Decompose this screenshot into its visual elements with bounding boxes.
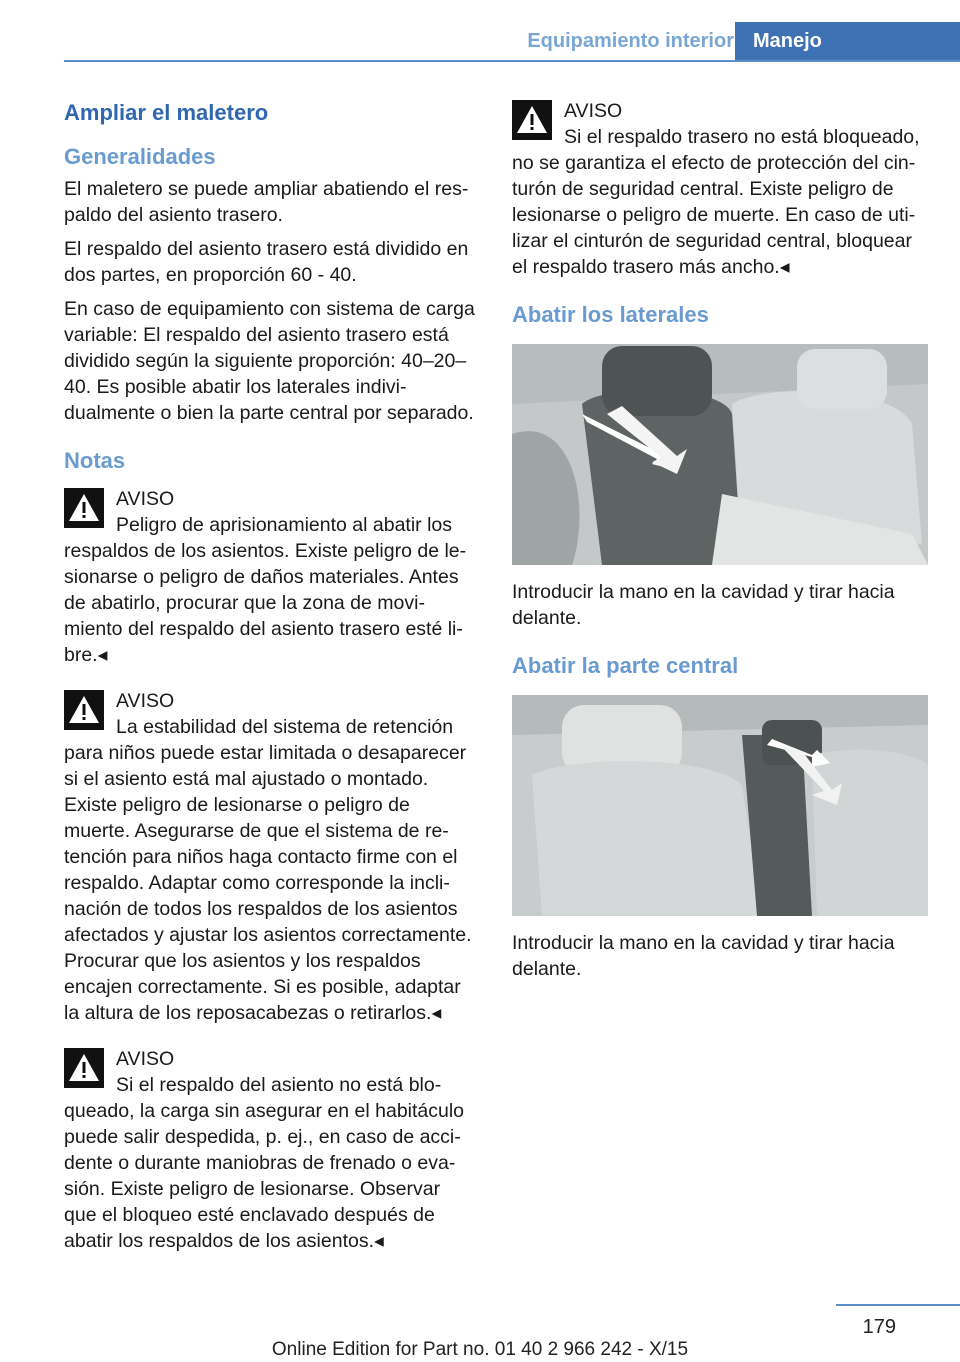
warning-text: Si el respaldo del asiento no está bloqueado, la carga sin asegurar en el habitáculo puede salir despedida, p. ej., en caso de accidente o durante maniobras de frenado o evasión. Existe peligro de lesionarse. Observar que el bloqueo esté enclavado después de abatir los respaldos de los asientos.◂ — [64, 1074, 465, 1252]
paragraph: El maletero se puede ampliar abatiendo el respaldo del asiento trasero. — [64, 178, 469, 226]
header-rule — [64, 60, 960, 62]
warning-text: La estabilidad del sistema de retención para niños puede estar limitada o desaparecer si el asiento está mal ajustado o montado. Existe peligro de lesionarse o peligro de muerte. Asegurarse de que el sistema de retención para niños haga contacto firme con el respaldo. Adaptar como corresponde la inclinación de todos los respaldos de los asientos afectados y ajustar los asientos correctamente. Procurar que los asientos y los respaldos encajen correctamente. Si es posible, adaptar la altura de los reposacabezas o retirarlos.◂ — [64, 716, 472, 1024]
warning-icon — [512, 100, 552, 140]
rear-seat-center-fold-illustration — [512, 695, 928, 916]
warning-note — [64, 1046, 476, 1254]
warning-icon — [64, 690, 104, 730]
paragraph: El respaldo del asiento trasero está dividido en dos partes, en proporción 60 - 40. — [64, 238, 469, 286]
footer-rule — [836, 1304, 960, 1306]
subheading-generalidades: Generalidades — [64, 144, 216, 169]
warning-heading: AVISO — [116, 1048, 175, 1070]
subheading-abatir-laterales: Abatir los laterales — [512, 302, 709, 327]
warning-text: Peligro de aprisionamiento al abatir los respaldos de los asientos. Existe peligro de lesionarse o peligro de daños materiales. Antes de abatirlo, procurar que la zona de movimiento del respaldo del asiento trasero esté libre.◂ — [64, 514, 467, 666]
section-title: Ampliar el maletero — [64, 100, 269, 125]
rear-seat-side-fold-illustration — [512, 344, 928, 565]
paragraph: En caso de equipamiento con sistema de carga variable: El respaldo del asiento trasero está dividido según la siguiente proporción: 40–20–40. Es posible abatir los laterales individualmente o bien la parte central por separado. — [64, 298, 475, 424]
right-column — [512, 98, 928, 982]
figure-caption: Introducir la mano en la cavidad y tirar hacia delante. — [512, 932, 895, 980]
subheading-notas: Notas — [64, 448, 126, 473]
page-header — [0, 0, 960, 62]
header-section-label: Equipamiento interior — [527, 30, 734, 52]
warning-note — [512, 98, 928, 280]
warning-heading: AVISO — [116, 690, 175, 712]
figure-caption: Introducir la mano en la cavidad y tirar hacia delante. — [512, 581, 895, 629]
warning-heading: AVISO — [564, 100, 623, 122]
header-chapter-tab: Manejo — [735, 22, 960, 62]
page-number: 179 — [862, 1316, 896, 1338]
warning-note — [64, 688, 476, 1026]
edition-footer: Online Edition for Part no. 01 40 2 966 242 - X/15 — [271, 1339, 689, 1360]
warning-icon — [64, 488, 104, 528]
warning-heading: AVISO — [116, 488, 175, 510]
warning-icon — [64, 1048, 104, 1088]
left-column — [64, 98, 476, 1274]
warning-text: Si el respaldo trasero no está bloqueado, no se garantiza el efecto de protección del cinturón de seguridad central. Existe peligro de lesionarse o peligro de muerte. En caso de utilizar el cinturón de seguridad central, bloquear el respaldo trasero más ancho.◂ — [512, 126, 920, 278]
warning-note — [64, 486, 476, 668]
subheading-abatir-central: Abatir la parte central — [512, 653, 739, 678]
